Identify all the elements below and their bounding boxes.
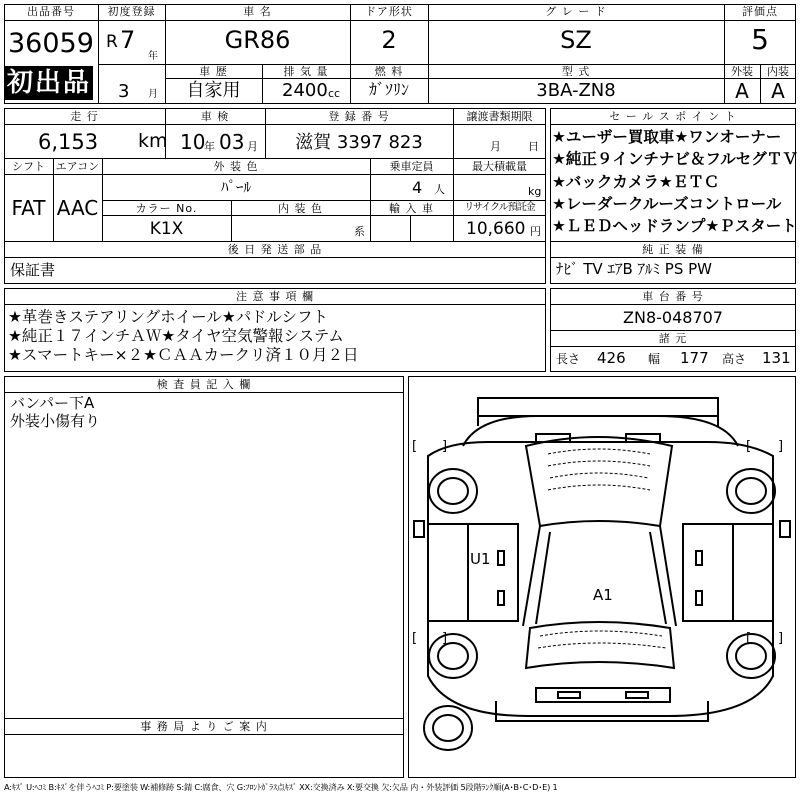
damage-mark-a1: A1	[593, 586, 613, 604]
later-parts-label: 後 日 発 送 部 品	[227, 243, 323, 256]
bracket-left-rear-close: ]	[442, 631, 448, 646]
interior-color-suffix: 系	[354, 225, 365, 238]
lot-number: 36059	[8, 28, 94, 59]
color-number-label: カラー No.	[135, 202, 198, 215]
lot-number-label: 出品番号	[27, 5, 75, 18]
inspection-month: 03	[219, 130, 245, 154]
fuel-label: 燃 料	[374, 65, 404, 78]
inspector-line: バンパー下A	[10, 394, 95, 412]
registration-number: 滋賀 3397 823	[295, 132, 423, 153]
car-name: GR86	[224, 26, 291, 54]
divider	[4, 174, 546, 175]
divider	[102, 200, 546, 201]
door-label: ドア形状	[365, 5, 413, 18]
capacity-label: 乗車定員	[389, 160, 434, 173]
transfer-month-unit: 月	[490, 140, 501, 153]
displacement-value: 2400	[282, 80, 328, 101]
bracket-left-rear: [	[412, 631, 418, 646]
car-name-label: 車 名	[243, 5, 272, 18]
bracket-left-front: [	[412, 439, 418, 454]
inspection-year: 10	[180, 130, 206, 154]
model-label: 型 式	[561, 65, 591, 78]
bracket-right-rear-close: ]	[778, 631, 784, 646]
divider	[98, 4, 99, 104]
door-count: 2	[381, 26, 397, 54]
bracket-left-front-close: ]	[442, 439, 448, 454]
inspection-month-unit: 月	[247, 140, 258, 153]
color-number: K1X	[149, 219, 184, 239]
bracket-right-rear: [	[746, 631, 752, 646]
transfer-deadline-label: 譲渡書類期限	[466, 110, 533, 123]
year-unit: 年	[148, 51, 158, 62]
exterior-color: ﾊﾟｰﾙ	[220, 178, 251, 196]
bracket-right-front: [	[746, 439, 752, 454]
score-label: 評価点	[742, 5, 778, 18]
legend-text: A:ｷｽﾞ U:ﾍｺﾐ B:ｷｽﾞを伴うﾍｺﾐ P:要塗装 W:補修跡 S:錆 C:腐食、穴 G:ﾌﾛﾝﾄｶﾞﾗｽ点ｷｽﾞ XX:交換済み X:要交換 欠:欠品 内・外装評価 5段階ﾗﾝｸ順(A･B･C･D･E) 1	[4, 782, 558, 792]
ac-label: エアコン	[55, 160, 100, 173]
sales-point: ★バックカメラ★ＥＴＣ	[552, 173, 720, 191]
divider	[4, 124, 546, 125]
interior-color-label: 内 装 色	[278, 202, 323, 215]
capacity-unit: 人	[434, 183, 445, 196]
divider	[550, 330, 796, 331]
exterior-label: 外装	[731, 65, 753, 78]
equipment-list: ﾅﾋﾞ TV ｴｱB ｱﾙﾐ PS PW	[556, 260, 712, 278]
divider	[165, 78, 724, 79]
sales-point: ★純正９インチナビ＆フルセグＴＶ	[552, 150, 798, 168]
note-line: ★スマートキー×２★ＣＡＡカークリ済１０月２日	[8, 346, 359, 364]
note-line: ★革巻きステアリングホイール★パドルシフト	[8, 308, 329, 326]
damage-mark-u1: U1	[470, 550, 491, 568]
recycle-label: リサイクル預託金	[464, 202, 535, 213]
year-value: 7	[120, 26, 136, 54]
mileage-value: 6,153	[38, 130, 99, 154]
inspector-label: 検 査 員 記 入 欄	[156, 378, 252, 391]
first-registration-label: 初度登録	[107, 5, 156, 18]
divider	[4, 734, 404, 735]
height-value: 131	[762, 349, 791, 367]
sales-point: ★レーダークルーズコントロール	[552, 195, 782, 213]
bracket-right-front-close: ]	[778, 439, 784, 454]
load-unit: kg	[528, 185, 542, 198]
shift-value: FAT	[11, 196, 46, 220]
era-label: R	[106, 32, 118, 52]
month-unit: 月	[148, 89, 158, 100]
grade-value: SZ	[560, 26, 592, 54]
import-label: 輸 入 車	[389, 202, 434, 215]
divider	[4, 158, 546, 159]
chassis-number: ZN8-048707	[623, 308, 723, 327]
registration-label: 登 録 番 号	[328, 110, 390, 123]
mileage-label: 走 行	[70, 110, 99, 123]
divider	[410, 215, 411, 241]
displacement-unit: cc	[328, 87, 341, 100]
ac-value: AAC	[56, 196, 99, 220]
divider	[4, 304, 546, 305]
sales-points-label: セ ー ル ス ポ イ ン ト	[609, 110, 737, 123]
width-value: 177	[680, 349, 709, 367]
exterior-color-label: 外 装 色	[213, 160, 259, 173]
office-info-label: 事 務 局 よ り ご 案 内	[140, 720, 268, 733]
inspection-label: 車 検	[200, 110, 230, 123]
equipment-label: 純 正 装 備	[642, 243, 704, 256]
divider	[550, 124, 796, 125]
inspection-year-unit: 年	[204, 140, 215, 153]
divider	[550, 257, 796, 258]
displacement-label: 排 気 量	[283, 65, 329, 78]
first-listing-badge: 初出品	[6, 68, 91, 98]
notes-label: 注 意 事 項 欄	[236, 290, 314, 303]
divider	[4, 718, 404, 719]
interior-label: 内装	[767, 65, 789, 78]
model-value: 3BA-ZN8	[536, 80, 616, 101]
sales-point: ★ＬＥＤヘッドランプ★Ｐスタート	[552, 217, 797, 235]
divider	[4, 20, 796, 21]
divider	[4, 392, 404, 393]
recycle-unit: 円	[530, 225, 541, 238]
grade-label: グ レ ー ド	[545, 5, 607, 18]
divider	[550, 241, 796, 242]
history-label: 車 歴	[199, 65, 228, 78]
shift-label: シフト	[12, 160, 45, 173]
divider	[550, 304, 796, 305]
recycle-fee: 10,660	[466, 219, 526, 239]
divider	[550, 346, 796, 347]
specs-label: 諸 元	[658, 332, 688, 345]
length-label: 長さ	[556, 352, 581, 366]
exterior-grade: A	[735, 79, 749, 103]
month-value: 3	[118, 81, 130, 102]
width-label: 幅	[648, 352, 661, 366]
divider	[4, 241, 546, 242]
divider	[102, 215, 546, 216]
length-value: 426	[597, 349, 626, 367]
transfer-day-unit: 日	[528, 140, 539, 153]
later-parts-value: 保証書	[10, 261, 56, 279]
height-label: 高さ	[722, 352, 747, 366]
history-value: 自家用	[186, 80, 241, 101]
mileage-unit: km	[138, 130, 168, 152]
car-diagram-drawing	[408, 376, 796, 778]
divider	[4, 257, 546, 258]
chassis-label: 車 台 番 号	[642, 290, 704, 303]
inspector-line: 外装小傷有り	[10, 412, 101, 430]
capacity-value: 4	[412, 178, 423, 197]
note-line: ★純正１７インチＡＷ★タイヤ空気警報システム	[8, 327, 344, 345]
max-load-label: 最大積載量	[472, 160, 527, 173]
interior-grade: A	[771, 79, 785, 103]
sales-point: ★ユーザー買取車★ワンオーナー	[552, 128, 782, 146]
score-value: 5	[751, 23, 769, 56]
fuel-value: ｶﾞｿﾘﾝ	[368, 80, 409, 99]
